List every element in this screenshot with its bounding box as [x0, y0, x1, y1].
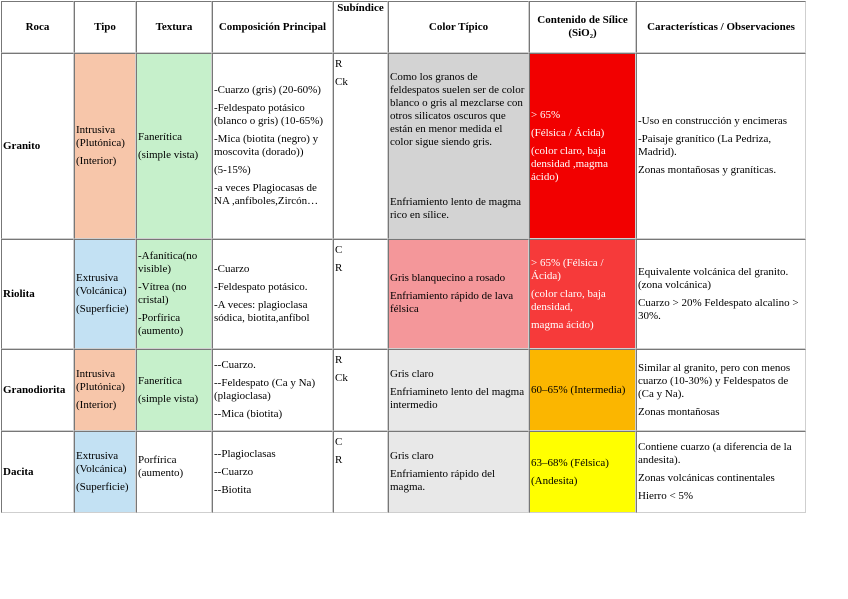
silica-cell: > 65% (Félsica / Ácida) (color claro, baja densidad, magma ácido) [529, 239, 636, 349]
color-cell: Gris claro Enfriamineto lento del magma intermedio [388, 349, 529, 431]
rock-name: Dacita [1, 431, 74, 513]
header-roca: Roca [1, 1, 74, 53]
header-composicion: Composición Principal [212, 1, 333, 53]
table-row [1, 349, 806, 431]
color-cell: Como los granos de feldespatos suelen ser de color blanco o gris al mezclarse con otros silicatos oscuros que están en menor medida el color sigue siendo gris. Enfriamiento lento de magma rico en sílice. [388, 53, 529, 239]
color-cell: Gris claro Enfriamiento rápido del magma. [388, 431, 529, 513]
notes-cell: Contiene cuarzo (a diferencia de la andesita). Zonas volcánicas continentales Hierro < 5% [636, 431, 806, 513]
subindex-cell: R Ck [333, 53, 388, 239]
color-cell: Gris blanquecino a rosado Enfriamiento rápido de lava félsica [388, 239, 529, 349]
texture-cell: Fanerítica (simple vista) [136, 53, 212, 239]
rock-name: Riolita [1, 239, 74, 349]
composition-cell: --Cuarzo. --Feldespato (Ca y Na)(plagioclasa) --Mica (biotita) [212, 349, 333, 431]
table-row [1, 239, 806, 349]
silica-cell: 60–65% (Intermedia) [529, 349, 636, 431]
rock-classification-table [1, 1, 806, 513]
silica-cell: 63–68% (Félsica) (Andesita) [529, 431, 636, 513]
header-color: Color Típico [388, 1, 529, 53]
table-row [1, 431, 806, 513]
texture-cell: -Afanítica(no visible) -Vítrea (no cristal) -Porfírica (aumento) [136, 239, 212, 349]
type-cell: Intrusiva (Plutónica) (Interior) [74, 53, 136, 239]
notes-cell: -Uso en construcción y encimeras -Paisaje granítico (La Pedriza, Madrid). Zonas montañosas y graníticas. [636, 53, 806, 239]
notes-cell: Similar al granito, pero con menos cuarzo (10-30%) y Feldespatos de (Ca y Na). Zonas montañosas [636, 349, 806, 431]
type-cell: Extrusiva (Volcánica) (Superficie) [74, 239, 136, 349]
header-subindice: Subíndice [333, 1, 388, 53]
type-cell: Intrusiva (Plutónica) (Interior) [74, 349, 136, 431]
notes-cell: Equivalente volcánica del granito. (zona volcánica) Cuarzo > 20% Feldespato alcalino > 30%. [636, 239, 806, 349]
type-cell: Extrusiva (Volcánica) (Superficie) [74, 431, 136, 513]
header-textura: Textura [136, 1, 212, 53]
table-row [1, 53, 806, 239]
composition-cell: -Cuarzo -Feldespato potásico. -A veces: plagioclasa sódica, biotita,anfíbol [212, 239, 333, 349]
texture-cell: Fanerítica (simple vista) [136, 349, 212, 431]
rock-name: Granito [1, 53, 74, 239]
silica-cell: > 65% (Félsica / Ácida) (color claro, baja densidad ,magma ácido) [529, 53, 636, 239]
header-tipo: Tipo [74, 1, 136, 53]
header-silice: Contenido de Sílice (SiO₂) [529, 1, 636, 53]
texture-cell: Porfírica (aumento) [136, 431, 212, 513]
rock-name: Granodiorita [1, 349, 74, 431]
subindex-cell: C R [333, 431, 388, 513]
header-row [1, 1, 806, 53]
composition-cell: -Cuarzo (gris) (20-60%) -Feldespato potásico (blanco o gris) (10-65%) -Mica (biotita (negro) y moscovita (dorado)) (5-15%) -a veces Plagiocasas de NA ,anfíboles,Zircón… [212, 53, 333, 239]
composition-cell: --Plagioclasas --Cuarzo --Biotita [212, 431, 333, 513]
subindex-cell: C R [333, 239, 388, 349]
header-caracteristicas: Características / Observaciones [636, 1, 806, 53]
subindex-cell: R Ck [333, 349, 388, 431]
